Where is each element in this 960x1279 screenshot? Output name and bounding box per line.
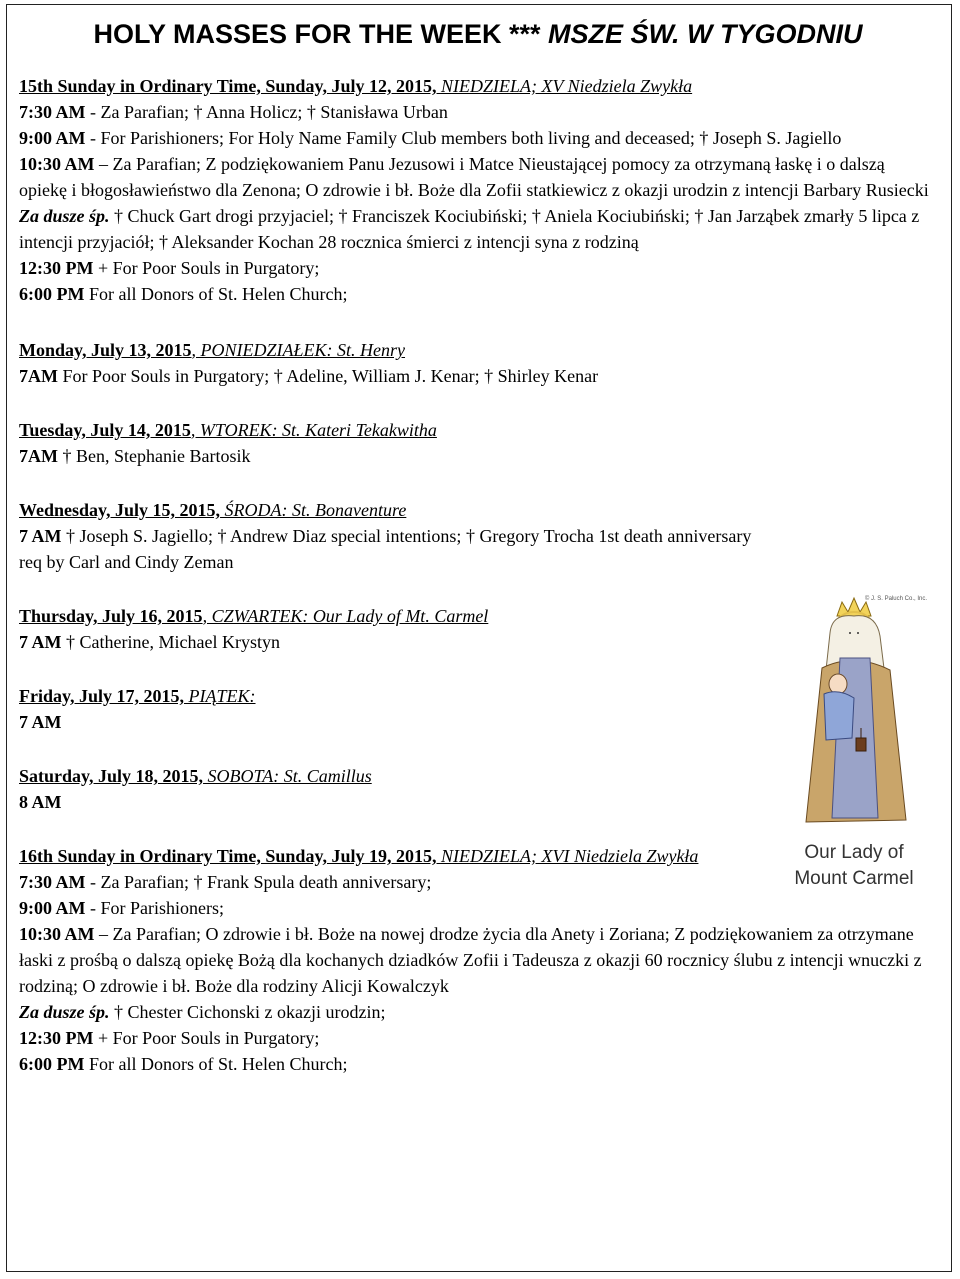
mass-time: 7:30 AM (19, 102, 86, 122)
heading-english: 15th Sunday in Ordinary Time, Sunday, July 12, 2015, (19, 76, 441, 96)
heading-english: Friday, July 17, 2015, (19, 686, 185, 706)
mass-intention: – Za Parafian; Z podziękowaniem Panu Jezusowi i Matce Nieustającej pomocy za otrzymaną łaskę i o dalszą opiekę i błogosławieństwo dla Zenona; O zdrowie i bł. Boże dla Zofii statkiewicz z okazji urodzin z intencji Barbary Rusiecki (19, 154, 929, 200)
image-caption-line-1: Our Lady of (804, 842, 904, 863)
day-wednesday (19, 497, 937, 575)
page-title (19, 17, 937, 51)
madonna-and-child-illustration (782, 588, 932, 893)
mass-entry (19, 1051, 937, 1077)
mass-time: 6:00 PM (19, 1054, 85, 1074)
title-english: HOLY MASSES FOR THE WEEK *** (93, 19, 549, 49)
mass-time: 7 AM (19, 526, 62, 546)
mass-intention: † Chester Cichonski z okazji urodzin; (109, 1002, 386, 1022)
day-tuesday (19, 417, 937, 469)
mass-schedule (19, 15, 937, 1077)
day-heading (19, 417, 937, 443)
mass-intention: For all Donors of St. Helen Church; (84, 1054, 348, 1074)
mass-time: 10:30 AM (19, 924, 95, 944)
day-sunday-july-12 (19, 73, 937, 307)
heading-polish: SOBOTA: St. Camillus (203, 766, 372, 786)
mass-entry (19, 363, 937, 389)
mass-entry (19, 255, 937, 281)
day-heading (19, 73, 937, 99)
mass-time: 8 AM (19, 792, 62, 812)
mass-intention: † Chuck Gart drogi przyjaciel; † Franciszek Kociubiński; † Aniela Kociubiński; † Jan Jarząbek zmarły 5 lipca z intencji przyjaciół; † Aleksander Kochan 28 rocznica śmierci z intencji syna z rodziną (19, 206, 920, 252)
mass-entry (19, 443, 937, 469)
mass-entry (19, 203, 937, 255)
heading-polish: , PONIEDZIAŁEK: St. Henry (191, 340, 406, 360)
mass-entry (19, 125, 937, 151)
day-heading (19, 337, 937, 363)
mass-intention: – Za Parafian; O zdrowie i bł. Boże na nowej drodze życia dla Anety i Zoriana; Z podziękowaniem za otrzymane łaski z prośbą o dalszą opiekę Bożą dla kochanych dziadków Zofii i Tadeusza z okazji 60 rocznicy ślubu z intencji wnuczki z rodziną; O zdrowie i bł. Boże dla rodziny Alicji Kowalczyk (19, 924, 922, 996)
heading-polish: , WTOREK: St. Kateri Tekakwitha (190, 420, 437, 440)
mass-entry (19, 999, 937, 1025)
mass-entry (19, 1025, 937, 1051)
mass-intention: For all Donors of St. Helen Church; (84, 284, 348, 304)
mass-time: 7AM (19, 366, 58, 386)
mass-entry (19, 99, 937, 125)
heading-polish: ŚRODA: St. Bonaventure (220, 500, 407, 520)
za-dusze-label: Za dusze śp. (19, 1002, 110, 1022)
mass-entry (19, 151, 937, 203)
our-lady-of-mount-carmel-image (782, 588, 932, 893)
heading-polish: , CZWARTEK: Our Lady of Mt. Carmel (202, 606, 489, 626)
mass-time: 9:00 AM (19, 898, 86, 918)
mass-time: 9:00 AM (19, 128, 86, 148)
mass-time: 12:30 PM (19, 1028, 94, 1048)
mass-time: 10:30 AM (19, 154, 95, 174)
mass-time: 6:00 PM (19, 284, 85, 304)
mass-intention: - Za Parafian; † Frank Spula death anniversary; (85, 872, 432, 892)
mass-intention: + For Poor Souls in Purgatory; (93, 1028, 320, 1048)
mass-time: 7 AM (19, 712, 62, 732)
day-heading (19, 497, 937, 523)
mass-intention: - For Parishioners; For Holy Name Family Club members both living and deceased; † Joseph S. Jagiello (85, 128, 842, 148)
mass-intention: + For Poor Souls in Purgatory; (93, 258, 320, 278)
heading-polish: NIEDZIELA; XVI Niedziela Zwykła (440, 846, 699, 866)
mass-time: 7 AM (19, 632, 62, 652)
heading-english: Monday, July 13, 2015 (19, 340, 192, 360)
mass-entry (19, 523, 759, 575)
mass-intention: For Poor Souls in Purgatory; † Adeline, William J. Kenar; † Shirley Kenar (58, 366, 599, 386)
bulletin-page (6, 4, 952, 1272)
mass-intention: † Catherine, Michael Krystyn (61, 632, 280, 652)
image-caption-line-2: Mount Carmel (794, 868, 914, 889)
mass-intention: † Ben, Stephanie Bartosik (58, 446, 251, 466)
heading-polish: PIĄTEK: (184, 686, 256, 706)
heading-english: Saturday, July 18, 2015, (19, 766, 204, 786)
za-dusze-label: Za dusze śp. (19, 206, 110, 226)
title-polish: MSZE ŚW. W TYGODNIU (548, 19, 863, 49)
mass-time: 7:30 AM (19, 872, 86, 892)
mass-entry (19, 281, 937, 307)
mass-intention: - For Parishioners; (85, 898, 224, 918)
heading-english: Tuesday, July 14, 2015 (19, 420, 191, 440)
heading-polish: NIEDZIELA; XV Niedziela Zwykła (440, 76, 693, 96)
mass-entry (19, 895, 937, 921)
mass-intention: † Joseph S. Jagiello; † Andrew Diaz special intentions; † Gregory Trocha 1st death anniversary req by Carl and Cindy Zeman (19, 526, 752, 572)
mass-entry (19, 921, 937, 999)
mass-intention: - Za Parafian; † Anna Holicz; † Stanisława Urban (85, 102, 448, 122)
mass-time: 12:30 PM (19, 258, 94, 278)
heading-english: 16th Sunday in Ordinary Time, Sunday, July 19, 2015, (19, 846, 441, 866)
mass-time: 7AM (19, 446, 58, 466)
heading-english: Wednesday, July 15, 2015, (19, 500, 221, 520)
day-monday (19, 337, 937, 389)
image-copyright: © J. S. Paluch Co., Inc. (864, 596, 927, 602)
heading-english: Thursday, July 16, 2015 (19, 606, 203, 626)
